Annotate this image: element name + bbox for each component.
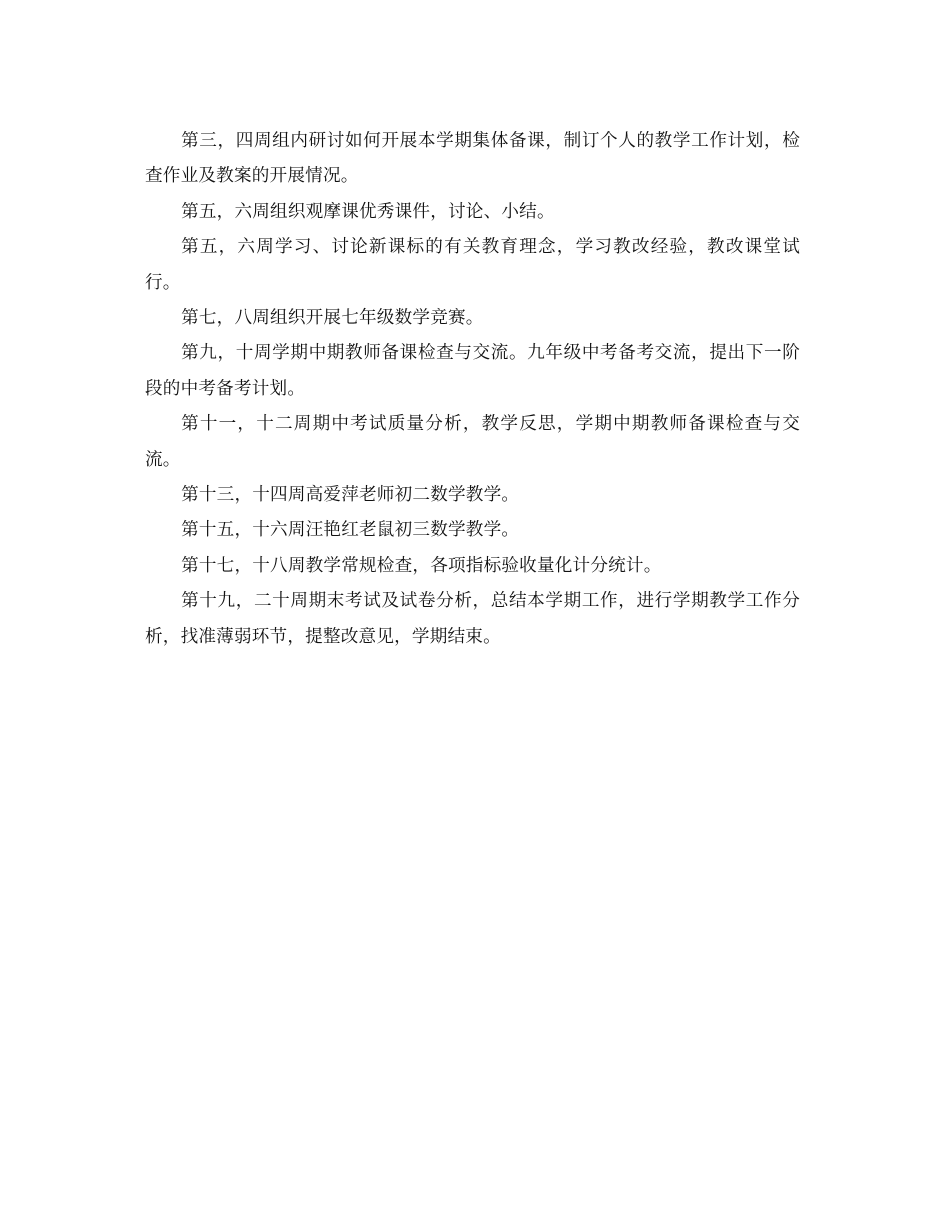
paragraph-weeks-5-6-study: 第五，六周学习、讨论新课标的有关教育理念，学习教改经验，教改课堂试行。 — [145, 237, 800, 293]
paragraph-weeks-19-20: 第十九，二十周期末考试及试卷分析，总结本学期工作，进行学期教学工作分析，找准薄弱环节，提整改意见，学期结束。 — [145, 591, 800, 647]
paragraph-weeks-17-18: 第十七，十八周教学常规检查，各项指标验收量化计分统计。 — [181, 555, 662, 576]
paragraph-weeks-7-8: 第七，八周组织开展七年级数学竞赛。 — [181, 308, 484, 329]
paragraph-weeks-15-16: 第十五，十六周汪艳红老鼠初三数学教学。 — [181, 520, 520, 541]
paragraph-weeks-3-4: 第三，四周组内研讨如何开展本学期集体备课，制订个人的教学工作计划，检查作业及教案的开展情况。 — [145, 131, 800, 187]
paragraph-weeks-5-6-observation: 第五，六周组织观摩课优秀课件，讨论、小结。 — [181, 201, 555, 222]
document-body — [145, 124, 800, 655]
paragraph-weeks-11-12: 第十一，十二周期中考试质量分析，教学反思，学期中期教师备课检查与交流。 — [145, 414, 800, 470]
paragraph-weeks-13-14: 第十三，十四周高爱萍老师初二数学教学。 — [181, 485, 520, 506]
paragraph-weeks-9-10: 第九，十周学期中期教师备课检查与交流。九年级中考备考交流，提出下一阶段的中考备考计划。 — [145, 343, 800, 399]
